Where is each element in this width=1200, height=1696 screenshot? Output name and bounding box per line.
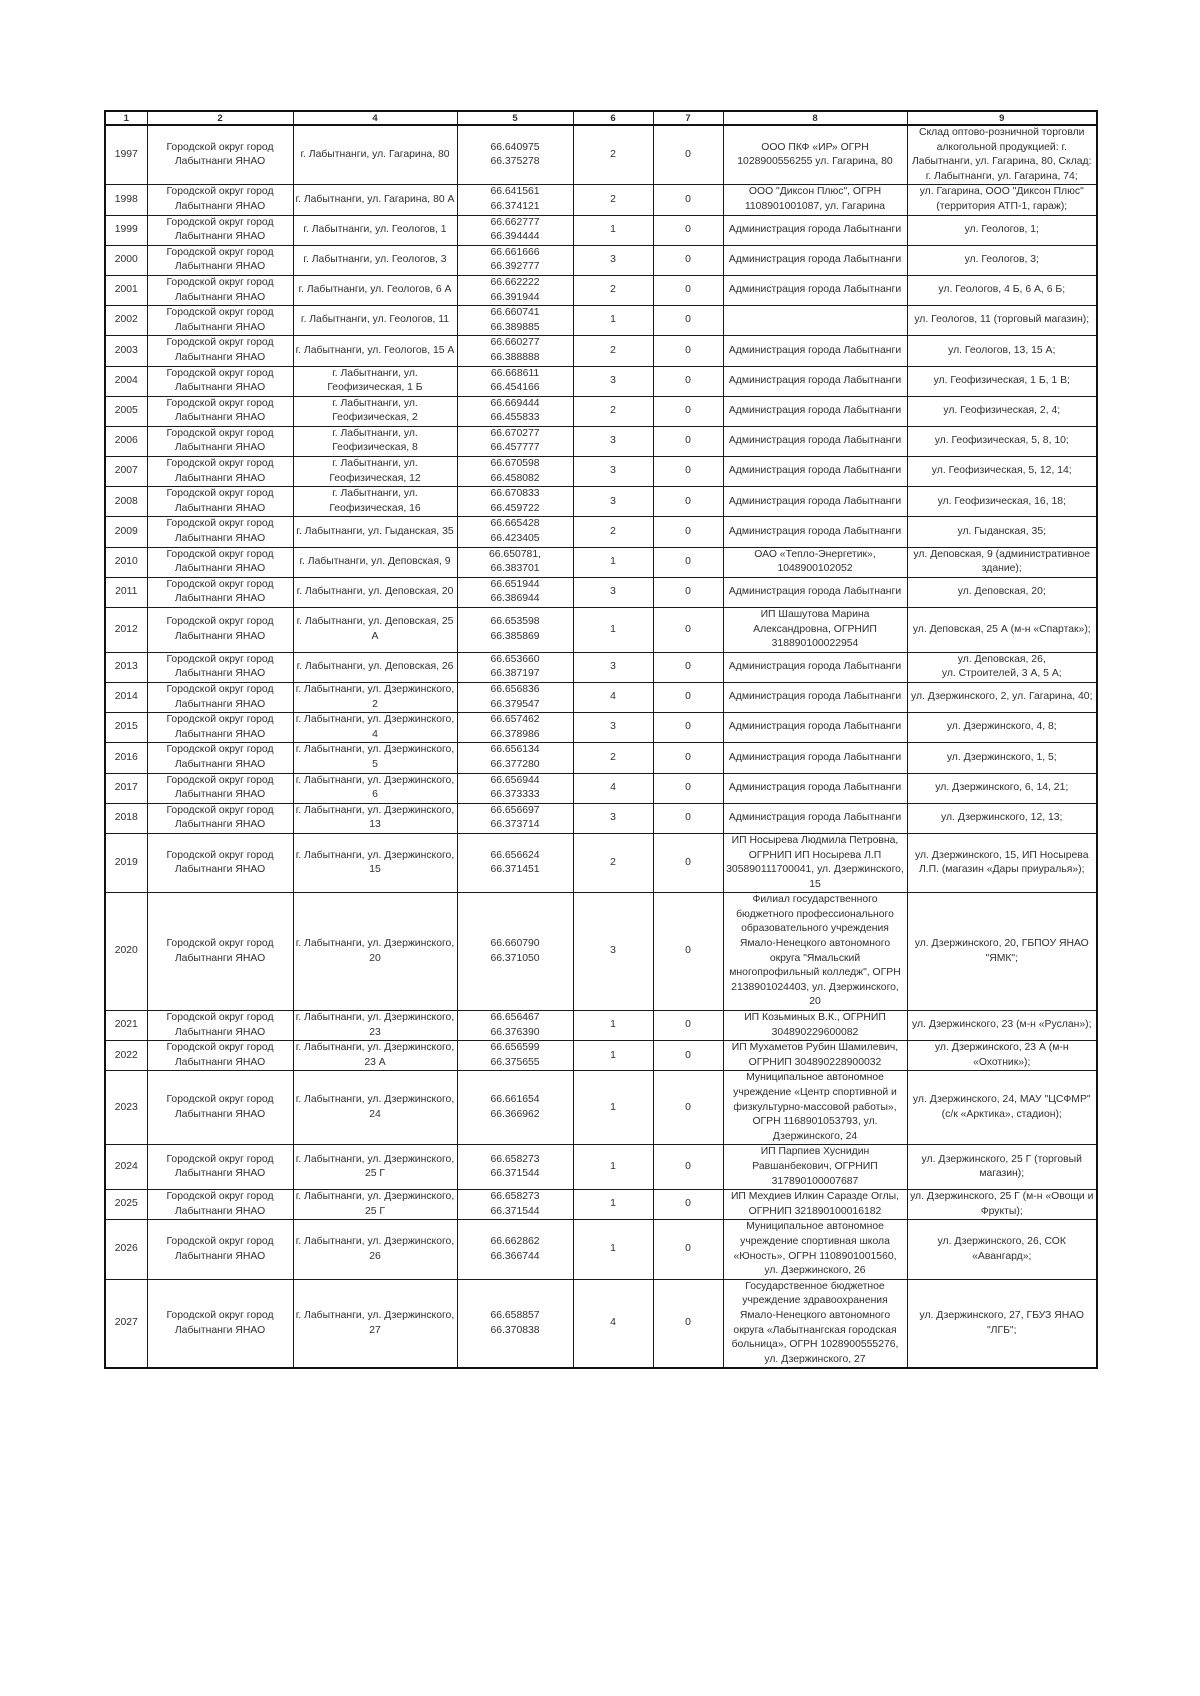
count-cell: 3 — [573, 803, 653, 833]
district-cell: Городской округ город Лабытнанги ЯНАО — [147, 1041, 293, 1071]
owner-cell: Муниципальное автономное учреждение спортивная школа «Юность», ОГРН 1108901001560, ул. Дзержинского, 26 — [723, 1220, 907, 1279]
sources-cell: ул. Геофизическая, 5, 12, 14; — [907, 457, 1097, 487]
count-cell: 1 — [573, 608, 653, 653]
column-header: 4 — [293, 111, 457, 125]
row-number-cell: 2011 — [105, 577, 147, 607]
address-cell: г. Лабытнанги, ул. Дзержинского, 27 — [293, 1279, 457, 1368]
row-number-cell: 2001 — [105, 275, 147, 305]
table-row — [105, 652, 1097, 682]
zero-cell: 0 — [653, 652, 723, 682]
table-row — [105, 1220, 1097, 1279]
address-cell: г. Лабытнанги, ул. Геофизическая, 12 — [293, 457, 457, 487]
address-cell: г. Лабытнанги, ул. Деповская, 9 — [293, 547, 457, 577]
zero-cell: 0 — [653, 517, 723, 547]
address-cell: г. Лабытнанги, ул. Деповская, 25 А — [293, 608, 457, 653]
column-header: 8 — [723, 111, 907, 125]
row-number-cell: 1999 — [105, 215, 147, 245]
table-row — [105, 547, 1097, 577]
owner-cell: Администрация города Лабытнанги — [723, 652, 907, 682]
count-cell: 2 — [573, 743, 653, 773]
coordinates-cell: 66.668611 66.454166 — [457, 366, 573, 396]
count-cell: 1 — [573, 1220, 653, 1279]
coordinates-cell: 66.660277 66.388888 — [457, 336, 573, 366]
row-number-cell: 2020 — [105, 893, 147, 1011]
sources-cell: ул. Деповская, 9 (административное здание); — [907, 547, 1097, 577]
coordinates-cell: 66.650781, 66.383701 — [457, 547, 573, 577]
zero-cell: 0 — [653, 833, 723, 892]
address-cell: г. Лабытнанги, ул. Геологов, 6 А — [293, 275, 457, 305]
coordinates-cell: 66.656836 66.379547 — [457, 682, 573, 712]
row-number-cell: 2014 — [105, 682, 147, 712]
row-number-cell: 2010 — [105, 547, 147, 577]
count-cell: 3 — [573, 457, 653, 487]
district-cell: Городской округ город Лабытнанги ЯНАО — [147, 1279, 293, 1368]
address-cell: г. Лабытнанги, ул. Гыданская, 35 — [293, 517, 457, 547]
sources-cell: ул. Дзержинского, 25 Г (торговый магазин); — [907, 1145, 1097, 1190]
zero-cell: 0 — [653, 396, 723, 426]
count-cell: 4 — [573, 773, 653, 803]
zero-cell: 0 — [653, 713, 723, 743]
table-row — [105, 426, 1097, 456]
coordinates-cell: 66.662777 66.394444 — [457, 215, 573, 245]
address-cell: г. Лабытнанги, ул. Дзержинского, 24 — [293, 1071, 457, 1145]
sources-cell: ул. Геофизическая, 5, 8, 10; — [907, 426, 1097, 456]
sources-cell: ул. Геофизическая, 1 Б, 1 В; — [907, 366, 1097, 396]
district-cell: Городской округ город Лабытнанги ЯНАО — [147, 396, 293, 426]
row-number-cell: 2000 — [105, 245, 147, 275]
owner-cell: ИП Парпиев Хуснидин Равшанбекович, ОГРНИП 317890100007687 — [723, 1145, 907, 1190]
zero-cell: 0 — [653, 1220, 723, 1279]
address-cell: г. Лабытнанги, ул. Геологов, 1 — [293, 215, 457, 245]
owner-cell: Администрация города Лабытнанги — [723, 366, 907, 396]
address-cell: г. Лабытнанги, ул. Гагарина, 80 — [293, 125, 457, 185]
address-cell: г. Лабытнанги, ул. Геофизическая, 16 — [293, 487, 457, 517]
owner-cell: ИП Мехдиев Илкин Саразде Оглы, ОГРНИП 321890100016182 — [723, 1190, 907, 1220]
table-row — [105, 245, 1097, 275]
coordinates-cell: 66.656624 66.371451 — [457, 833, 573, 892]
row-number-cell: 2027 — [105, 1279, 147, 1368]
owner-cell: Администрация города Лабытнанги — [723, 457, 907, 487]
count-cell: 1 — [573, 1011, 653, 1041]
district-cell: Городской округ город Лабытнанги ЯНАО — [147, 1220, 293, 1279]
table-row — [105, 366, 1097, 396]
zero-cell: 0 — [653, 426, 723, 456]
district-cell: Городской округ город Лабытнанги ЯНАО — [147, 366, 293, 396]
district-cell: Городской округ город Лабытнанги ЯНАО — [147, 457, 293, 487]
zero-cell: 0 — [653, 1190, 723, 1220]
sources-cell: ул. Геологов, 11 (торговый магазин); — [907, 306, 1097, 336]
district-cell: Городской округ город Лабытнанги ЯНАО — [147, 1011, 293, 1041]
district-cell: Городской округ город Лабытнанги ЯНАО — [147, 833, 293, 892]
coordinates-cell: 66.661654 66.366962 — [457, 1071, 573, 1145]
sources-cell: ул. Геологов, 13, 15 А; — [907, 336, 1097, 366]
coordinates-cell: 66.662862 66.366744 — [457, 1220, 573, 1279]
row-number-cell: 2013 — [105, 652, 147, 682]
sources-cell: ул. Дзержинского, 25 Г (м-н «Овощи и Фрукты); — [907, 1190, 1097, 1220]
owner-cell: Администрация города Лабытнанги — [723, 215, 907, 245]
table-row — [105, 577, 1097, 607]
zero-cell: 0 — [653, 215, 723, 245]
row-number-cell: 2008 — [105, 487, 147, 517]
owner-cell: Администрация города Лабытнанги — [723, 396, 907, 426]
coordinates-cell: 66.670598 66.458082 — [457, 457, 573, 487]
district-cell: Городской округ город Лабытнанги ЯНАО — [147, 125, 293, 185]
owner-cell: Администрация города Лабытнанги — [723, 803, 907, 833]
owner-cell: ОАО «Тепло-Энергетик», 1048900102052 — [723, 547, 907, 577]
zero-cell: 0 — [653, 1041, 723, 1071]
district-cell: Городской округ город Лабытнанги ЯНАО — [147, 517, 293, 547]
address-cell: г. Лабытнанги, ул. Дзержинского, 15 — [293, 833, 457, 892]
count-cell: 3 — [573, 245, 653, 275]
count-cell: 2 — [573, 125, 653, 185]
sources-cell: ул. Дзержинского, 26, СОК «Авангард»; — [907, 1220, 1097, 1279]
district-cell: Городской округ город Лабытнанги ЯНАО — [147, 426, 293, 456]
coordinates-cell: 66.657462 66.378986 — [457, 713, 573, 743]
address-cell: г. Лабытнанги, ул. Дзержинского, 23 А — [293, 1041, 457, 1071]
district-cell: Городской округ город Лабытнанги ЯНАО — [147, 245, 293, 275]
table-row — [105, 457, 1097, 487]
coordinates-cell: 66.660790 66.371050 — [457, 893, 573, 1011]
row-number-cell: 2012 — [105, 608, 147, 653]
count-cell: 1 — [573, 1145, 653, 1190]
table-row — [105, 275, 1097, 305]
zero-cell: 0 — [653, 245, 723, 275]
zero-cell: 0 — [653, 773, 723, 803]
address-cell: г. Лабытнанги, ул. Геологов, 15 А — [293, 336, 457, 366]
table-row — [105, 396, 1097, 426]
sources-cell: ул. Дзержинского, 20, ГБПОУ ЯНАО "ЯМК"; — [907, 893, 1097, 1011]
row-number-cell: 2015 — [105, 713, 147, 743]
row-number-cell: 2007 — [105, 457, 147, 487]
address-cell: г. Лабытнанги, ул. Дзержинского, 4 — [293, 713, 457, 743]
district-cell: Городской округ город Лабытнанги ЯНАО — [147, 547, 293, 577]
count-cell: 3 — [573, 893, 653, 1011]
row-number-cell: 1997 — [105, 125, 147, 185]
column-header: 9 — [907, 111, 1097, 125]
coordinates-cell: 66.656134 66.377280 — [457, 743, 573, 773]
owner-cell: Муниципальное автономное учреждение «Центр спортивной и физкультурно-массовой работы», ОГРН 1168901053793, ул. Дзержинского, 24 — [723, 1071, 907, 1145]
sources-cell: ул. Дзержинского, 15, ИП Носырева Л.П. (магазин «Дары приуралья»); — [907, 833, 1097, 892]
sources-cell: Склад оптово-розничной торговли алкогольной продукцией: г. Лабытнанги, ул. Гагарина, 80, Склад: г. Лабытнанги, ул. Гагарина, 74; — [907, 125, 1097, 185]
address-cell: г. Лабытнанги, ул. Деповская, 20 — [293, 577, 457, 607]
district-cell: Городской округ город Лабытнанги ЯНАО — [147, 773, 293, 803]
table-row — [105, 1145, 1097, 1190]
zero-cell: 0 — [653, 682, 723, 712]
zero-cell: 0 — [653, 275, 723, 305]
table-row — [105, 773, 1097, 803]
address-cell: г. Лабытнанги, ул. Дзержинского, 25 Г — [293, 1190, 457, 1220]
row-number-cell: 2017 — [105, 773, 147, 803]
table-row — [105, 336, 1097, 366]
table-row — [105, 1279, 1097, 1368]
count-cell: 4 — [573, 1279, 653, 1368]
table-row — [105, 517, 1097, 547]
count-cell: 3 — [573, 366, 653, 396]
row-number-cell: 2004 — [105, 366, 147, 396]
registry-sheet — [104, 110, 1096, 1369]
zero-cell: 0 — [653, 185, 723, 215]
owner-cell: ООО ПКФ «ИР» ОГРН 1028900556255 ул. Гагарина, 80 — [723, 125, 907, 185]
sources-cell: ул. Дзержинского, 23 (м-н «Руслан»); — [907, 1011, 1097, 1041]
row-number-cell: 2006 — [105, 426, 147, 456]
coordinates-cell: 66.651944 66.386944 — [457, 577, 573, 607]
district-cell: Городской округ город Лабытнанги ЯНАО — [147, 608, 293, 653]
address-cell: г. Лабытнанги, ул. Дзержинского, 23 — [293, 1011, 457, 1041]
sources-cell: ул. Дзержинского, 1, 5; — [907, 743, 1097, 773]
table-row — [105, 306, 1097, 336]
count-cell: 1 — [573, 215, 653, 245]
zero-cell: 0 — [653, 125, 723, 185]
address-cell: г. Лабытнанги, ул. Дзержинского, 5 — [293, 743, 457, 773]
table-row — [105, 713, 1097, 743]
row-number-cell: 2022 — [105, 1041, 147, 1071]
district-cell: Городской округ город Лабытнанги ЯНАО — [147, 215, 293, 245]
district-cell: Городской округ город Лабытнанги ЯНАО — [147, 577, 293, 607]
count-cell: 2 — [573, 275, 653, 305]
sources-cell: ул. Геофизическая, 2, 4; — [907, 396, 1097, 426]
sources-cell: ул. Гагарина, ООО "Диксон Плюс" (территория АТП-1, гараж); — [907, 185, 1097, 215]
count-cell: 2 — [573, 396, 653, 426]
count-cell: 3 — [573, 487, 653, 517]
registry-table — [104, 110, 1098, 1369]
address-cell: г. Лабытнанги, ул. Дзержинского, 13 — [293, 803, 457, 833]
table-row — [105, 1190, 1097, 1220]
row-number-cell: 2018 — [105, 803, 147, 833]
column-header: 2 — [147, 111, 293, 125]
zero-cell: 0 — [653, 743, 723, 773]
address-cell: г. Лабытнанги, ул. Дзержинского, 20 — [293, 893, 457, 1011]
coordinates-cell: 66.658857 66.370838 — [457, 1279, 573, 1368]
count-cell: 4 — [573, 682, 653, 712]
coordinates-cell: 66.661666 66.392777 — [457, 245, 573, 275]
district-cell: Городской округ город Лабытнанги ЯНАО — [147, 1190, 293, 1220]
coordinates-cell: 66.656467 66.376390 — [457, 1011, 573, 1041]
zero-cell: 0 — [653, 487, 723, 517]
district-cell: Городской округ город Лабытнанги ЯНАО — [147, 336, 293, 366]
count-cell: 1 — [573, 1041, 653, 1071]
sources-cell: ул. Дзержинского, 12, 13; — [907, 803, 1097, 833]
owner-cell: ИП Мухаметов Рубин Шамилевич, ОГРНИП 304890228900032 — [723, 1041, 907, 1071]
count-cell: 2 — [573, 336, 653, 366]
count-cell: 3 — [573, 713, 653, 743]
district-cell: Городской округ город Лабытнанги ЯНАО — [147, 682, 293, 712]
table-row — [105, 215, 1097, 245]
address-cell: г. Лабытнанги, ул. Геофизическая, 1 Б — [293, 366, 457, 396]
owner-cell: Администрация города Лабытнанги — [723, 713, 907, 743]
table-row — [105, 487, 1097, 517]
district-cell: Городской округ город Лабытнанги ЯНАО — [147, 652, 293, 682]
owner-cell: Администрация города Лабытнанги — [723, 682, 907, 712]
row-number-cell: 2023 — [105, 1071, 147, 1145]
zero-cell: 0 — [653, 1011, 723, 1041]
address-cell: г. Лабытнанги, ул. Дзержинского, 26 — [293, 1220, 457, 1279]
count-cell: 2 — [573, 833, 653, 892]
owner-cell: Администрация города Лабытнанги — [723, 336, 907, 366]
district-cell: Городской округ город Лабытнанги ЯНАО — [147, 893, 293, 1011]
coordinates-cell: 66.656944 66.373333 — [457, 773, 573, 803]
coordinates-cell: 66.665428 66.423405 — [457, 517, 573, 547]
column-header: 7 — [653, 111, 723, 125]
coordinates-cell: 66.640975 66.375278 — [457, 125, 573, 185]
coordinates-cell: 66.656697 66.373714 — [457, 803, 573, 833]
address-cell: г. Лабытнанги, ул. Геофизическая, 8 — [293, 426, 457, 456]
owner-cell: Филиал государственного бюджетного профессионального образовательного учреждения Ямало-Ненецкого автономного округа "Ямальский многопрофильный колледж", ОГРН 2138901024403, ул. Дзержинского, 20 — [723, 893, 907, 1011]
count-cell: 1 — [573, 1071, 653, 1145]
coordinates-cell: 66.658273 66.371544 — [457, 1190, 573, 1220]
row-number-cell: 2005 — [105, 396, 147, 426]
zero-cell: 0 — [653, 803, 723, 833]
row-number-cell: 2009 — [105, 517, 147, 547]
zero-cell: 0 — [653, 306, 723, 336]
owner-cell: ИП Носырева Людмила Петровна, ОГРНИП ИП Носырева Л.П 305890111700041, ул. Дзержинского, 15 — [723, 833, 907, 892]
sources-cell: ул. Дзержинского, 6, 14, 21; — [907, 773, 1097, 803]
coordinates-cell: 66.641561 66.374121 — [457, 185, 573, 215]
district-cell: Городской округ город Лабытнанги ЯНАО — [147, 803, 293, 833]
coordinates-cell: 66.670833 66.459722 — [457, 487, 573, 517]
owner-cell: Администрация города Лабытнанги — [723, 517, 907, 547]
sources-cell: ул. Дзержинского, 27, ГБУЗ ЯНАО "ЛГБ"; — [907, 1279, 1097, 1368]
coordinates-cell: 66.653598 66.385869 — [457, 608, 573, 653]
owner-cell: Государственное бюджетное учреждение здравоохранения Ямало-Ненецкого автономного округа «Лабытнангская городская больница», ОГРН 1028900555276, ул. Дзержинского, 27 — [723, 1279, 907, 1368]
zero-cell: 0 — [653, 893, 723, 1011]
district-cell: Городской округ город Лабытнанги ЯНАО — [147, 1071, 293, 1145]
zero-cell: 0 — [653, 1145, 723, 1190]
coordinates-cell: 66.658273 66.371544 — [457, 1145, 573, 1190]
row-number-cell: 1998 — [105, 185, 147, 215]
district-cell: Городской округ город Лабытнанги ЯНАО — [147, 1145, 293, 1190]
row-number-cell: 2021 — [105, 1011, 147, 1041]
coordinates-cell: 66.662222 66.391944 — [457, 275, 573, 305]
row-number-cell: 2002 — [105, 306, 147, 336]
zero-cell: 0 — [653, 1071, 723, 1145]
column-header: 1 — [105, 111, 147, 125]
sources-cell: ул. Дзержинского, 23 А (м-н «Охотник»); — [907, 1041, 1097, 1071]
count-cell: 2 — [573, 517, 653, 547]
address-cell: г. Лабытнанги, ул. Дзержинского, 2 — [293, 682, 457, 712]
count-cell: 1 — [573, 547, 653, 577]
row-number-cell: 2026 — [105, 1220, 147, 1279]
owner-cell: Администрация города Лабытнанги — [723, 773, 907, 803]
owner-cell: Администрация города Лабытнанги — [723, 487, 907, 517]
district-cell: Городской округ город Лабытнанги ЯНАО — [147, 306, 293, 336]
zero-cell: 0 — [653, 366, 723, 396]
owner-cell: ИП Козьминых В.К., ОГРНИП 304890229600082 — [723, 1011, 907, 1041]
address-cell: г. Лабытнанги, ул. Геологов, 11 — [293, 306, 457, 336]
count-cell: 2 — [573, 185, 653, 215]
address-cell: г. Лабытнанги, ул. Дзержинского, 25 Г — [293, 1145, 457, 1190]
sources-cell: ул. Геологов, 3; — [907, 245, 1097, 275]
table-row — [105, 1011, 1097, 1041]
column-header: 5 — [457, 111, 573, 125]
coordinates-cell: 66.653660 66.387197 — [457, 652, 573, 682]
count-cell: 3 — [573, 426, 653, 456]
count-cell: 3 — [573, 577, 653, 607]
sources-cell: ул. Деповская, 20; — [907, 577, 1097, 607]
table-row — [105, 682, 1097, 712]
district-cell: Городской округ город Лабытнанги ЯНАО — [147, 487, 293, 517]
address-cell: г. Лабытнанги, ул. Деповская, 26 — [293, 652, 457, 682]
table-row — [105, 803, 1097, 833]
table-body — [105, 125, 1097, 1368]
coordinates-cell: 66.670277 66.457777 — [457, 426, 573, 456]
sources-cell: ул. Деповская, 26, ул. Строителей, 3 А, 5 А; — [907, 652, 1097, 682]
district-cell: Городской округ город Лабытнанги ЯНАО — [147, 743, 293, 773]
zero-cell: 0 — [653, 1279, 723, 1368]
sources-cell: ул. Геологов, 4 Б, 6 А, 6 Б; — [907, 275, 1097, 305]
district-cell: Городской округ город Лабытнанги ЯНАО — [147, 185, 293, 215]
owner-cell: Администрация города Лабытнанги — [723, 743, 907, 773]
sources-cell: ул. Геологов, 1; — [907, 215, 1097, 245]
count-cell: 1 — [573, 306, 653, 336]
address-cell: г. Лабытнанги, ул. Геологов, 3 — [293, 245, 457, 275]
owner-cell: Администрация города Лабытнанги — [723, 275, 907, 305]
district-cell: Городской округ город Лабытнанги ЯНАО — [147, 713, 293, 743]
sources-cell: ул. Деповская, 25 А (м-н «Спартак»); — [907, 608, 1097, 653]
district-cell: Городской округ город Лабытнанги ЯНАО — [147, 275, 293, 305]
header-row — [105, 111, 1097, 125]
zero-cell: 0 — [653, 547, 723, 577]
row-number-cell: 2024 — [105, 1145, 147, 1190]
sources-cell: ул. Геофизическая, 16, 18; — [907, 487, 1097, 517]
table-row — [105, 833, 1097, 892]
table-row — [105, 185, 1097, 215]
address-cell: г. Лабытнанги, ул. Гагарина, 80 А — [293, 185, 457, 215]
owner-cell: Администрация города Лабытнанги — [723, 245, 907, 275]
column-header: 6 — [573, 111, 653, 125]
owner-cell — [723, 306, 907, 336]
coordinates-cell: 66.660741 66.389885 — [457, 306, 573, 336]
owner-cell: Администрация города Лабытнанги — [723, 426, 907, 456]
coordinates-cell: 66.656599 66.375655 — [457, 1041, 573, 1071]
address-cell: г. Лабытнанги, ул. Геофизическая, 2 — [293, 396, 457, 426]
count-cell: 1 — [573, 1190, 653, 1220]
owner-cell: Администрация города Лабытнанги — [723, 577, 907, 607]
row-number-cell: 2016 — [105, 743, 147, 773]
owner-cell: ИП Шашутова Марина Александровна, ОГРНИП 318890100022954 — [723, 608, 907, 653]
sources-cell: ул. Гыданская, 35; — [907, 517, 1097, 547]
zero-cell: 0 — [653, 457, 723, 487]
table-row — [105, 125, 1097, 185]
sources-cell: ул. Дзержинского, 24, МАУ "ЦСФМР" (с/к «Арктика», стадион); — [907, 1071, 1097, 1145]
table-row — [105, 1071, 1097, 1145]
table-row — [105, 608, 1097, 653]
count-cell: 3 — [573, 652, 653, 682]
row-number-cell: 2019 — [105, 833, 147, 892]
row-number-cell: 2003 — [105, 336, 147, 366]
owner-cell: ООО "Диксон Плюс", ОГРН 1108901001087, ул. Гагарина — [723, 185, 907, 215]
sources-cell: ул. Дзержинского, 2, ул. Гагарина, 40; — [907, 682, 1097, 712]
table-row — [105, 1041, 1097, 1071]
table-row — [105, 893, 1097, 1011]
zero-cell: 0 — [653, 336, 723, 366]
table-row — [105, 743, 1097, 773]
row-number-cell: 2025 — [105, 1190, 147, 1220]
address-cell: г. Лабытнанги, ул. Дзержинского, 6 — [293, 773, 457, 803]
zero-cell: 0 — [653, 608, 723, 653]
coordinates-cell: 66.669444 66.455833 — [457, 396, 573, 426]
sources-cell: ул. Дзержинского, 4, 8; — [907, 713, 1097, 743]
zero-cell: 0 — [653, 577, 723, 607]
